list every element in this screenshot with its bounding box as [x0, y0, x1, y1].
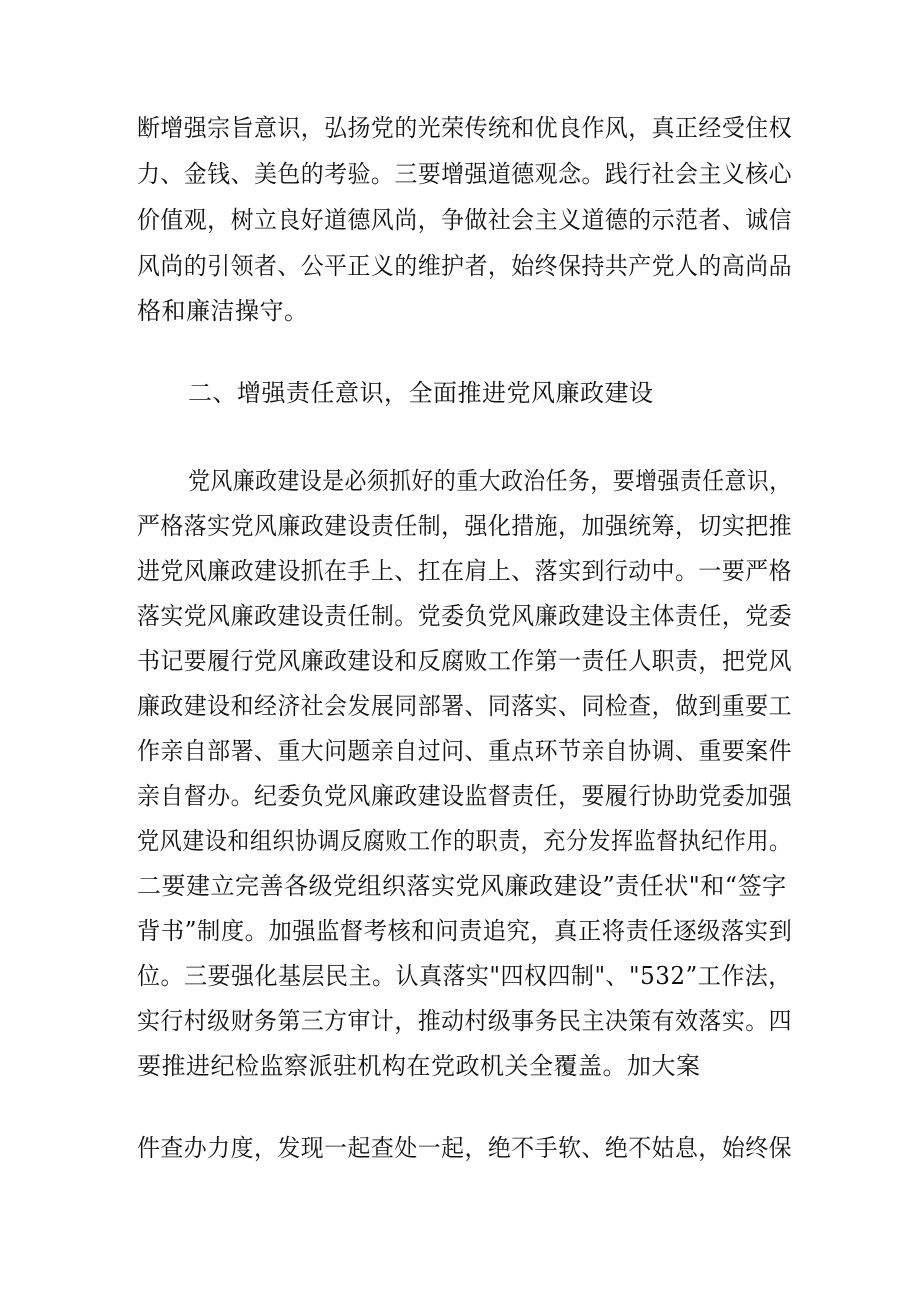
section-heading: 二、增强责任意识，全面推进党风廉政建设 — [188, 379, 654, 407]
paragraph-1-line: 断增强宗旨意识，弘扬党的光荣传统和优良作风，真正经受住权 — [137, 114, 792, 142]
paragraph-2-line: 落实党风廉政建设责任制。党委负党风廉政建设主体责任，党委 — [137, 602, 792, 630]
paragraph-1-line: 风尚的引领者、公平正义的维护者，始终保持共产党人的高尚品 — [137, 252, 792, 280]
paragraph-2-line: 进党风廉政建设抓在手上、扛在肩上、落实到行动中。一要严格 — [137, 557, 792, 585]
paragraph-2-line: 廉政建设和经济社会发展同部署、同落实、同检查，做到重要工 — [137, 692, 792, 720]
paragraph-1-line: 格和廉洁操守。 — [137, 297, 309, 325]
paragraph-1-line: 力、金钱、美色的考验。三要增强道德观念。践行社会主义核心 — [137, 160, 792, 188]
paragraph-1-line: 价值观，树立良好道德风尚，争做社会主义道德的示范者、诚信 — [137, 206, 792, 234]
paragraph-3-line: 件查办力度，发现一起查处一起，绝不手软、绝不姑息，始终保 — [137, 1134, 792, 1162]
paragraph-2-line: 实行村级财务第三方审计，推动村级事务民主决策有效落实。四 — [137, 1007, 792, 1035]
paragraph-2-line: 背书”制度。加强监督考核和问责追究，真正将责任逐级落实到 — [137, 917, 793, 945]
paragraph-2-line: 党风建设和组织协调反腐败工作的职责，充分发挥监督执纪作用。 — [137, 827, 792, 855]
paragraph-2-line: 亲自督办。纪委负党风廉政建设监督责任，要履行协助党委加强 — [137, 782, 792, 810]
paragraph-2-line: 位。三要强化基层民主。认真落实"四权四制"、"532”工作法， — [137, 962, 792, 990]
paragraph-2-line: 严格落实党风廉政建设责任制，强化措施，加强统筹，切实把推 — [137, 512, 792, 540]
paragraph-2-line: 要推进纪检监察派驻机构在党政机关全覆盖。加大案 — [137, 1052, 701, 1080]
paragraph-2-line: 二要建立完善各级党组织落实党风廉政建设”责任状"和“签字 — [137, 872, 787, 900]
paragraph-2-line: 书记要履行党风廉政建设和反腐败工作第一责任人职责，把党风 — [137, 647, 792, 675]
paragraph-2-line: 作亲自部署、重大问题亲自过问、重点环节亲自协调、重要案件 — [137, 737, 792, 765]
paragraph-2-line: 党风廉政建设是必须抓好的重大政治任务，要增强责任意识， — [188, 467, 792, 495]
